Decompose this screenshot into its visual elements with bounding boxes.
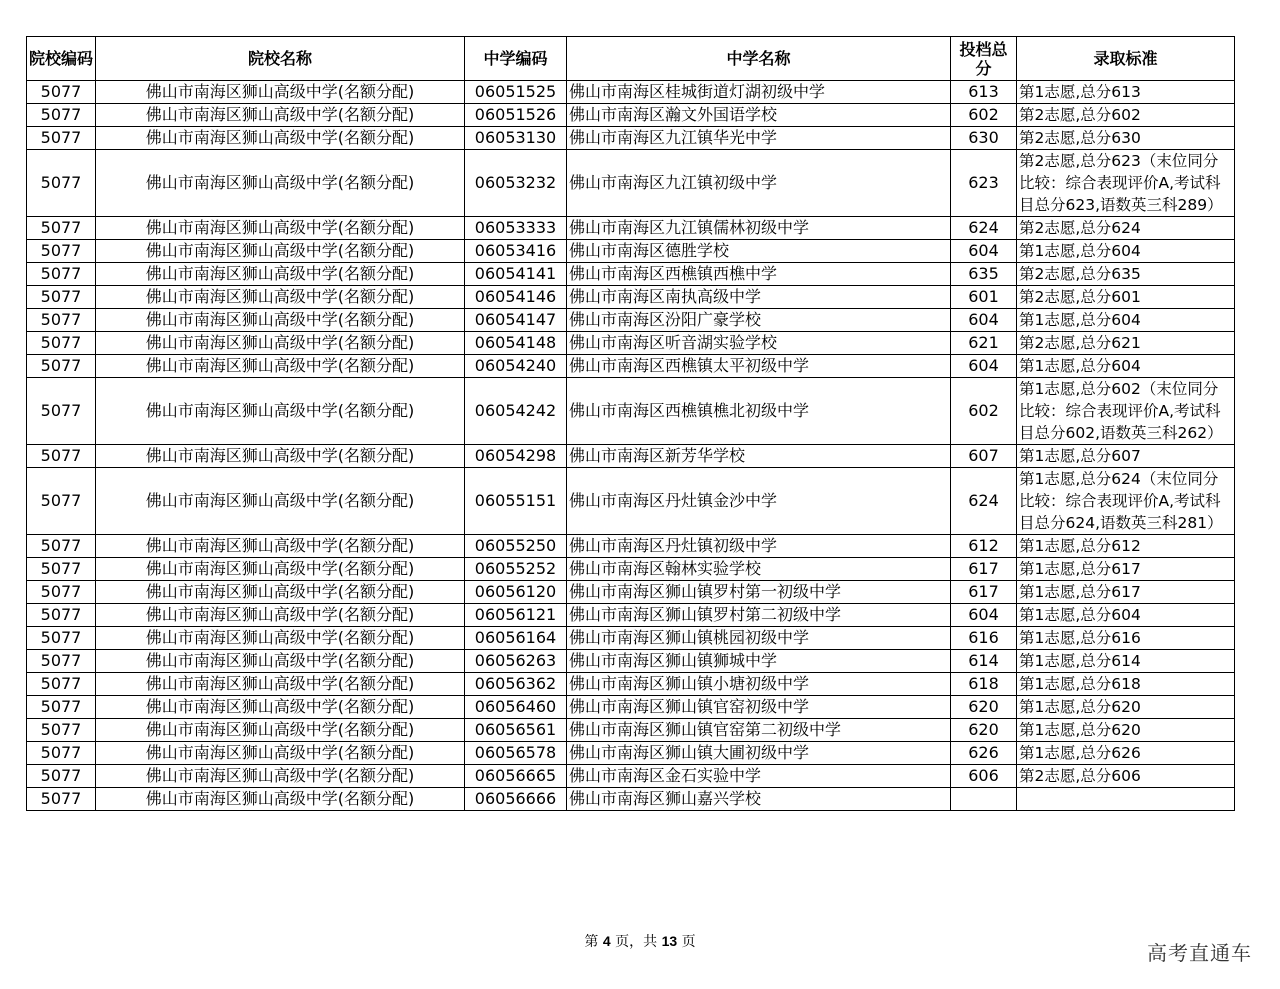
cell-score: 612 bbox=[951, 535, 1017, 558]
table-row bbox=[27, 217, 1235, 240]
cell-score: 604 bbox=[951, 604, 1017, 627]
table-row bbox=[27, 719, 1235, 742]
cell-standard: 第2志愿,总分601 bbox=[1017, 286, 1235, 309]
cell-middle-school-code: 06054240 bbox=[465, 355, 567, 378]
table-row bbox=[27, 127, 1235, 150]
header-row bbox=[27, 37, 1235, 81]
cell-middle-school-code: 06054242 bbox=[465, 378, 567, 445]
cell-middle-school-code: 06056120 bbox=[465, 581, 567, 604]
cell-middle-school-code: 06053416 bbox=[465, 240, 567, 263]
cell-middle-school-name: 佛山市南海区九江镇华光中学 bbox=[567, 127, 951, 150]
table-row bbox=[27, 378, 1235, 445]
cell-middle-school-code: 06056578 bbox=[465, 742, 567, 765]
cell-school-name: 佛山市南海区狮山高级中学(名额分配) bbox=[96, 286, 465, 309]
cell-score: 616 bbox=[951, 627, 1017, 650]
cell-score: 623 bbox=[951, 150, 1017, 217]
cell-school-code: 5077 bbox=[27, 765, 96, 788]
cell-standard: 第1志愿,总分626 bbox=[1017, 742, 1235, 765]
cell-school-code: 5077 bbox=[27, 650, 96, 673]
cell-school-name: 佛山市南海区狮山高级中学(名额分配) bbox=[96, 104, 465, 127]
cell-middle-school-name: 佛山市南海区桂城街道灯湖初级中学 bbox=[567, 81, 951, 104]
cell-middle-school-code: 06054148 bbox=[465, 332, 567, 355]
cell-middle-school-code: 06056362 bbox=[465, 673, 567, 696]
table-body bbox=[27, 81, 1235, 811]
table-row bbox=[27, 468, 1235, 535]
cell-middle-school-name: 佛山市南海区狮山镇大圃初级中学 bbox=[567, 742, 951, 765]
cell-middle-school-name: 佛山市南海区南执高级中学 bbox=[567, 286, 951, 309]
cell-middle-school-code: 06054147 bbox=[465, 309, 567, 332]
cell-middle-school-name: 佛山市南海区金石实验中学 bbox=[567, 765, 951, 788]
cell-score: 624 bbox=[951, 468, 1017, 535]
cell-score: 614 bbox=[951, 650, 1017, 673]
cell-school-code: 5077 bbox=[27, 150, 96, 217]
cell-standard: 第1志愿,总分613 bbox=[1017, 81, 1235, 104]
cell-score: 624 bbox=[951, 217, 1017, 240]
cell-score bbox=[951, 788, 1017, 811]
cell-school-code: 5077 bbox=[27, 581, 96, 604]
cell-school-code: 5077 bbox=[27, 558, 96, 581]
table-row bbox=[27, 581, 1235, 604]
cell-standard: 第2志愿,总分602 bbox=[1017, 104, 1235, 127]
cell-school-code: 5077 bbox=[27, 788, 96, 811]
cell-middle-school-code: 06056665 bbox=[465, 765, 567, 788]
table-row bbox=[27, 765, 1235, 788]
cell-middle-school-name: 佛山市南海区翰林实验学校 bbox=[567, 558, 951, 581]
cell-score: 607 bbox=[951, 445, 1017, 468]
cell-school-name: 佛山市南海区狮山高级中学(名额分配) bbox=[96, 535, 465, 558]
cell-middle-school-name: 佛山市南海区听音湖实验学校 bbox=[567, 332, 951, 355]
cell-score: 621 bbox=[951, 332, 1017, 355]
cell-school-code: 5077 bbox=[27, 104, 96, 127]
cell-middle-school-code: 06051525 bbox=[465, 81, 567, 104]
cell-middle-school-name: 佛山市南海区西樵镇太平初级中学 bbox=[567, 355, 951, 378]
cell-middle-school-code: 06053130 bbox=[465, 127, 567, 150]
cell-standard: 第1志愿,总分617 bbox=[1017, 558, 1235, 581]
cell-school-code: 5077 bbox=[27, 719, 96, 742]
cell-score: 618 bbox=[951, 673, 1017, 696]
cell-middle-school-name: 佛山市南海区狮山嘉兴学校 bbox=[567, 788, 951, 811]
table-row bbox=[27, 263, 1235, 286]
cell-standard: 第2志愿,总分606 bbox=[1017, 765, 1235, 788]
cell-school-name: 佛山市南海区狮山高级中学(名额分配) bbox=[96, 332, 465, 355]
cell-school-code: 5077 bbox=[27, 604, 96, 627]
cell-school-name: 佛山市南海区狮山高级中学(名额分配) bbox=[96, 263, 465, 286]
cell-school-code: 5077 bbox=[27, 81, 96, 104]
cell-standard: 第1志愿,总分616 bbox=[1017, 627, 1235, 650]
cell-school-code: 5077 bbox=[27, 378, 96, 445]
cell-school-code: 5077 bbox=[27, 445, 96, 468]
cell-school-name: 佛山市南海区狮山高级中学(名额分配) bbox=[96, 788, 465, 811]
cell-standard: 第2志愿,总分630 bbox=[1017, 127, 1235, 150]
cell-school-code: 5077 bbox=[27, 696, 96, 719]
header-school-name: 院校名称 bbox=[96, 37, 465, 81]
cell-standard: 第1志愿,总分624（末位同分比较：综合表现评价A,考试科目总分624,语数英三科281） bbox=[1017, 468, 1235, 535]
header-school-code: 院校编码 bbox=[27, 37, 96, 81]
page-footer bbox=[0, 931, 1280, 951]
table-row bbox=[27, 535, 1235, 558]
cell-school-name: 佛山市南海区狮山高级中学(名额分配) bbox=[96, 127, 465, 150]
cell-school-name: 佛山市南海区狮山高级中学(名额分配) bbox=[96, 378, 465, 445]
cell-score: 626 bbox=[951, 742, 1017, 765]
cell-score: 620 bbox=[951, 696, 1017, 719]
table-row bbox=[27, 604, 1235, 627]
table-row bbox=[27, 309, 1235, 332]
cell-middle-school-name: 佛山市南海区狮山镇罗村第一初级中学 bbox=[567, 581, 951, 604]
cell-school-code: 5077 bbox=[27, 309, 96, 332]
cell-school-name: 佛山市南海区狮山高级中学(名额分配) bbox=[96, 355, 465, 378]
cell-standard: 第1志愿,总分604 bbox=[1017, 240, 1235, 263]
cell-middle-school-name: 佛山市南海区西樵镇西樵中学 bbox=[567, 263, 951, 286]
watermark: 高考直通车 bbox=[1147, 941, 1252, 965]
cell-score: 604 bbox=[951, 355, 1017, 378]
cell-school-code: 5077 bbox=[27, 355, 96, 378]
cell-school-name: 佛山市南海区狮山高级中学(名额分配) bbox=[96, 150, 465, 217]
cell-score: 602 bbox=[951, 104, 1017, 127]
cell-middle-school-name: 佛山市南海区狮山镇罗村第二初级中学 bbox=[567, 604, 951, 627]
cell-school-code: 5077 bbox=[27, 263, 96, 286]
cell-standard bbox=[1017, 788, 1235, 811]
cell-school-name: 佛山市南海区狮山高级中学(名额分配) bbox=[96, 558, 465, 581]
cell-middle-school-code: 06054146 bbox=[465, 286, 567, 309]
table-row bbox=[27, 742, 1235, 765]
cell-middle-school-name: 佛山市南海区狮山镇小塘初级中学 bbox=[567, 673, 951, 696]
cell-middle-school-code: 06056666 bbox=[465, 788, 567, 811]
cell-standard: 第1志愿,总分602（末位同分比较：综合表现评价A,考试科目总分602,语数英三科262） bbox=[1017, 378, 1235, 445]
cell-school-code: 5077 bbox=[27, 217, 96, 240]
cell-standard: 第1志愿,总分617 bbox=[1017, 581, 1235, 604]
cell-middle-school-name: 佛山市南海区德胜学校 bbox=[567, 240, 951, 263]
cell-score: 602 bbox=[951, 378, 1017, 445]
cell-score: 604 bbox=[951, 309, 1017, 332]
table-row bbox=[27, 355, 1235, 378]
cell-standard: 第1志愿,总分618 bbox=[1017, 673, 1235, 696]
footer-page-number: 4 bbox=[602, 933, 611, 949]
footer-middle: 页，共 bbox=[615, 934, 658, 950]
cell-standard: 第2志愿,总分623（末位同分比较：综合表现评价A,考试科目总分623,语数英三科289） bbox=[1017, 150, 1235, 217]
cell-standard: 第1志愿,总分612 bbox=[1017, 535, 1235, 558]
table-row bbox=[27, 150, 1235, 217]
footer-prefix: 第 bbox=[584, 934, 599, 950]
cell-middle-school-code: 06054141 bbox=[465, 263, 567, 286]
cell-standard: 第1志愿,总分604 bbox=[1017, 604, 1235, 627]
cell-school-code: 5077 bbox=[27, 742, 96, 765]
header-score: 投档总分 bbox=[951, 37, 1017, 81]
table-row bbox=[27, 286, 1235, 309]
cell-middle-school-code: 06056121 bbox=[465, 604, 567, 627]
cell-middle-school-name: 佛山市南海区丹灶镇初级中学 bbox=[567, 535, 951, 558]
cell-score: 617 bbox=[951, 581, 1017, 604]
cell-school-code: 5077 bbox=[27, 127, 96, 150]
cell-standard: 第2志愿,总分635 bbox=[1017, 263, 1235, 286]
cell-score: 630 bbox=[951, 127, 1017, 150]
admission-table bbox=[26, 36, 1235, 811]
cell-middle-school-code: 06054298 bbox=[465, 445, 567, 468]
cell-school-name: 佛山市南海区狮山高级中学(名额分配) bbox=[96, 765, 465, 788]
cell-school-code: 5077 bbox=[27, 535, 96, 558]
table-row bbox=[27, 558, 1235, 581]
cell-school-code: 5077 bbox=[27, 240, 96, 263]
table-row bbox=[27, 650, 1235, 673]
cell-school-name: 佛山市南海区狮山高级中学(名额分配) bbox=[96, 673, 465, 696]
cell-school-name: 佛山市南海区狮山高级中学(名额分配) bbox=[96, 742, 465, 765]
cell-score: 601 bbox=[951, 286, 1017, 309]
cell-score: 606 bbox=[951, 765, 1017, 788]
table-row bbox=[27, 332, 1235, 355]
cell-score: 617 bbox=[951, 558, 1017, 581]
header-standard: 录取标准 bbox=[1017, 37, 1235, 81]
cell-middle-school-name: 佛山市南海区狮山镇官窑初级中学 bbox=[567, 696, 951, 719]
cell-school-name: 佛山市南海区狮山高级中学(名额分配) bbox=[96, 309, 465, 332]
cell-school-code: 5077 bbox=[27, 468, 96, 535]
table-row bbox=[27, 445, 1235, 468]
cell-score: 635 bbox=[951, 263, 1017, 286]
table-row bbox=[27, 627, 1235, 650]
cell-middle-school-code: 06051526 bbox=[465, 104, 567, 127]
table-header bbox=[27, 37, 1235, 81]
cell-school-code: 5077 bbox=[27, 673, 96, 696]
cell-middle-school-name: 佛山市南海区西樵镇樵北初级中学 bbox=[567, 378, 951, 445]
cell-school-name: 佛山市南海区狮山高级中学(名额分配) bbox=[96, 719, 465, 742]
cell-school-name: 佛山市南海区狮山高级中学(名额分配) bbox=[96, 696, 465, 719]
header-middle-school-name: 中学名称 bbox=[567, 37, 951, 81]
cell-school-name: 佛山市南海区狮山高级中学(名额分配) bbox=[96, 240, 465, 263]
cell-middle-school-code: 06056460 bbox=[465, 696, 567, 719]
cell-middle-school-code: 06056164 bbox=[465, 627, 567, 650]
cell-middle-school-code: 06056561 bbox=[465, 719, 567, 742]
cell-standard: 第1志愿,总分620 bbox=[1017, 719, 1235, 742]
cell-school-code: 5077 bbox=[27, 286, 96, 309]
cell-middle-school-code: 06053333 bbox=[465, 217, 567, 240]
table-row bbox=[27, 696, 1235, 719]
cell-middle-school-name: 佛山市南海区九江镇初级中学 bbox=[567, 150, 951, 217]
cell-middle-school-name: 佛山市南海区狮山镇官窑第二初级中学 bbox=[567, 719, 951, 742]
table-row bbox=[27, 673, 1235, 696]
cell-middle-school-name: 佛山市南海区丹灶镇金沙中学 bbox=[567, 468, 951, 535]
footer-total-pages: 13 bbox=[661, 933, 678, 949]
cell-standard: 第1志愿,总分604 bbox=[1017, 309, 1235, 332]
table-row bbox=[27, 81, 1235, 104]
cell-middle-school-name: 佛山市南海区九江镇儒林初级中学 bbox=[567, 217, 951, 240]
cell-middle-school-code: 06053232 bbox=[465, 150, 567, 217]
cell-standard: 第2志愿,总分621 bbox=[1017, 332, 1235, 355]
cell-school-code: 5077 bbox=[27, 332, 96, 355]
cell-standard: 第1志愿,总分607 bbox=[1017, 445, 1235, 468]
cell-middle-school-name: 佛山市南海区狮山镇狮城中学 bbox=[567, 650, 951, 673]
cell-middle-school-name: 佛山市南海区汾阳广豪学校 bbox=[567, 309, 951, 332]
cell-school-name: 佛山市南海区狮山高级中学(名额分配) bbox=[96, 468, 465, 535]
cell-standard: 第1志愿,总分620 bbox=[1017, 696, 1235, 719]
table-row bbox=[27, 788, 1235, 811]
cell-school-name: 佛山市南海区狮山高级中学(名额分配) bbox=[96, 581, 465, 604]
cell-middle-school-code: 06055151 bbox=[465, 468, 567, 535]
cell-school-name: 佛山市南海区狮山高级中学(名额分配) bbox=[96, 81, 465, 104]
cell-score: 604 bbox=[951, 240, 1017, 263]
table-row bbox=[27, 240, 1235, 263]
cell-standard: 第1志愿,总分604 bbox=[1017, 355, 1235, 378]
cell-middle-school-code: 06055250 bbox=[465, 535, 567, 558]
cell-school-name: 佛山市南海区狮山高级中学(名额分配) bbox=[96, 627, 465, 650]
cell-middle-school-code: 06055252 bbox=[465, 558, 567, 581]
cell-score: 620 bbox=[951, 719, 1017, 742]
cell-middle-school-name: 佛山市南海区狮山镇桃园初级中学 bbox=[567, 627, 951, 650]
footer-suffix: 页 bbox=[681, 934, 696, 950]
cell-standard: 第1志愿,总分614 bbox=[1017, 650, 1235, 673]
cell-school-name: 佛山市南海区狮山高级中学(名额分配) bbox=[96, 650, 465, 673]
table-row bbox=[27, 104, 1235, 127]
cell-score: 613 bbox=[951, 81, 1017, 104]
cell-standard: 第2志愿,总分624 bbox=[1017, 217, 1235, 240]
cell-school-code: 5077 bbox=[27, 627, 96, 650]
cell-school-name: 佛山市南海区狮山高级中学(名额分配) bbox=[96, 445, 465, 468]
cell-middle-school-code: 06056263 bbox=[465, 650, 567, 673]
cell-school-name: 佛山市南海区狮山高级中学(名额分配) bbox=[96, 604, 465, 627]
cell-middle-school-name: 佛山市南海区瀚文外国语学校 bbox=[567, 104, 951, 127]
header-middle-school-code: 中学编码 bbox=[465, 37, 567, 81]
cell-school-name: 佛山市南海区狮山高级中学(名额分配) bbox=[96, 217, 465, 240]
cell-middle-school-name: 佛山市南海区新芳华学校 bbox=[567, 445, 951, 468]
